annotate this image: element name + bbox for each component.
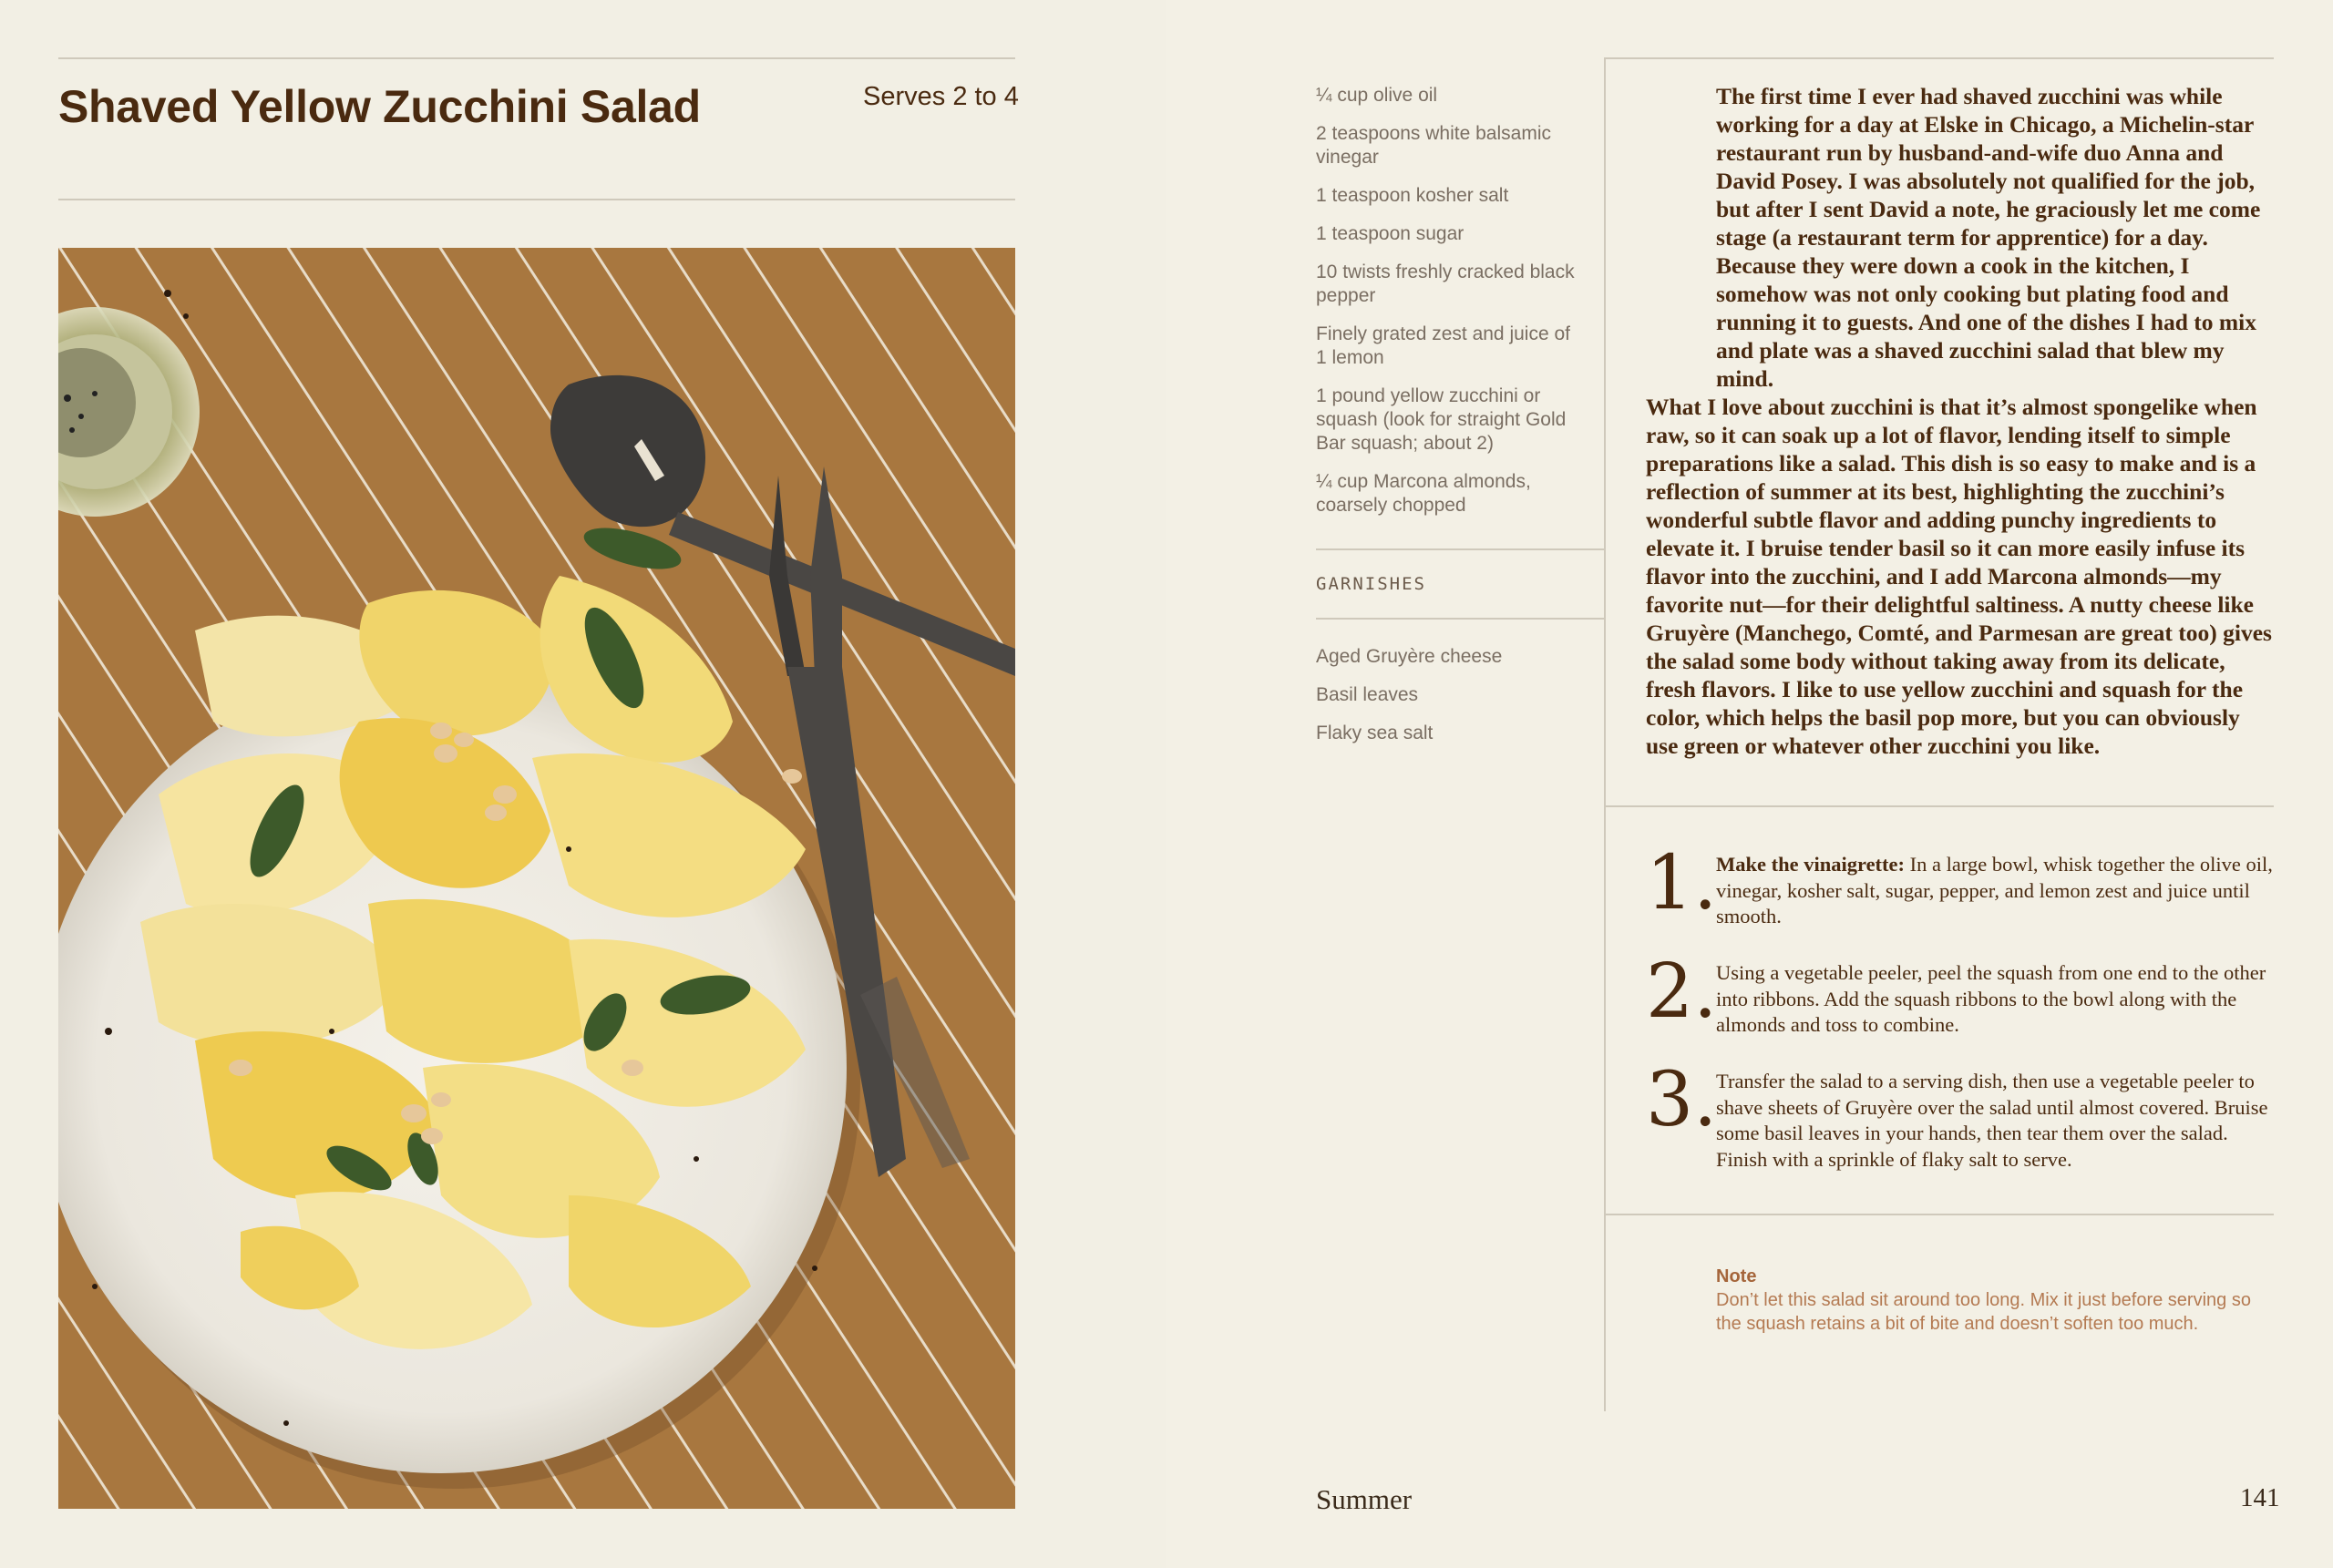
ingredient-item: 10 twists freshly cracked black pepper [1316,261,1575,306]
serves-label: Serves 2 to 4 [863,82,1019,111]
top-rule-left [58,57,1015,59]
garnish-top-rule [1316,548,1604,550]
step-number: 1. [1646,840,1718,927]
ingredient-item: ¼ cup Marcona almonds, coarsely chopped [1316,471,1531,516]
intro-paragraph-1: The first time I ever had shaved zucchini was while working for a day at Elske in Chicago, a Michelin-star restaurant run by husband-and-wife duo Anna and David Posey. I was absolutely not qualified for the job, but after I sent David a note, he graciously let me come stage (a restaurant term for apprentice) for a day. Because they were down a cook in the kitchen, I somehow was not only cooking but plating food and running it to guests. And one of the dishes I had to mix and plate was a shaved zucchini salad that blew my mind. [1716,83,2261,392]
ingredient-item: Finely grated zest and juice of 1 lemon [1316,323,1570,368]
ingredient-item: 1 teaspoon kosher salt [1316,185,1509,206]
step-number: 3. [1646,1057,1718,1143]
ingredient-item: ¼ cup olive oil [1316,85,1438,106]
garnish-bottom-rule [1316,618,1604,620]
garnish-item: Basil leaves [1316,684,1419,705]
note-text: Don’t let this salad sit around too long. Mix it just before serving so the squash retains a bit of bite and doesn’t soften too much. [1716,1290,2251,1334]
step-2 [1646,948,2275,1039]
intro-paragraph-2: What I love about zucchini is that it’s almost spongelike when raw, so it can soak up a lot of flavor, lending itself to simple preparations like a salad. This dish is so easy to make and is a reflection of summer at its best, highlighting the zucchini’s wonderful subtle flavor and adding punchy ingredients to elevate it. I bruise tender basil so it can more easily infuse its flavor into the zucchini, and I add Marcona almonds—my favorite nut—for their delightful saltiness. A nutty cheese like Gruyère (Manchego, Comté, and Parmesan are great too) gives the salad some body without taking away from its delicate, fresh flavors. I like to use yellow zucchini and squash for the color, which helps the basil pop more, but you can obviously use green or whatever other zucchini you like. [1646,394,2272,759]
step-text: In a large bowl, whisk together the olive oil, vinegar, kosher salt, sugar, pepper, and lemon zest and juice until smooth. [1716,853,2273,927]
note-title: Note [1716,1266,1757,1286]
garnishes-heading: GARNISHES [1316,574,1426,594]
garnish-item: Flaky sea salt [1316,723,1434,743]
ingredient-list [1316,84,1580,532]
note-top-rule [1606,1214,2274,1215]
ingredient-item: 1 pound yellow zucchini or squash (look for straight Gold Bar squash; about 2) [1316,385,1567,454]
top-rule-right [1606,57,2274,59]
step-number: 2. [1646,948,1718,1035]
garnish-item: Aged Gruyère cheese [1316,646,1503,667]
section-name: Summer [1316,1483,1413,1515]
title-bottom-rule [58,199,1015,200]
left-page [0,0,1166,1568]
garnish-list [1316,645,1502,760]
step-text: Using a vegetable peeler, peel the squash from one end to the other into ribbons. Add the squash ribbons to the bowl along with the almonds and toss to combine. [1716,961,2266,1036]
column-divider [1604,57,1606,1411]
salad-photo-illustration [58,248,1015,1509]
ingredient-item: 1 teaspoon sugar [1316,223,1465,244]
page-number: 141 [2240,1483,2280,1512]
ingredient-item: 2 teaspoons white balsamic vinegar [1316,123,1551,168]
recipe-title: Shaved Yellow Zucchini Salad [58,81,701,132]
step-text: Transfer the salad to a serving dish, then use a vegetable peeler to shave sheets of Gruyère over the salad until almost covered. Bruise some basil leaves in your hands, then tear them over the salad. Finish with a sprinkle of flaky salt to serve. [1716,1070,2268,1171]
step-1 [1646,840,2275,930]
step-3 [1646,1057,2275,1173]
steps-top-rule [1606,805,2274,807]
salad-photo [58,248,1015,1509]
step-lead: Make the vinaigrette: [1716,853,1906,876]
recipe-intro [1646,82,2275,760]
recipe-note [1716,1265,2281,1336]
recipe-steps [1646,840,2275,1203]
